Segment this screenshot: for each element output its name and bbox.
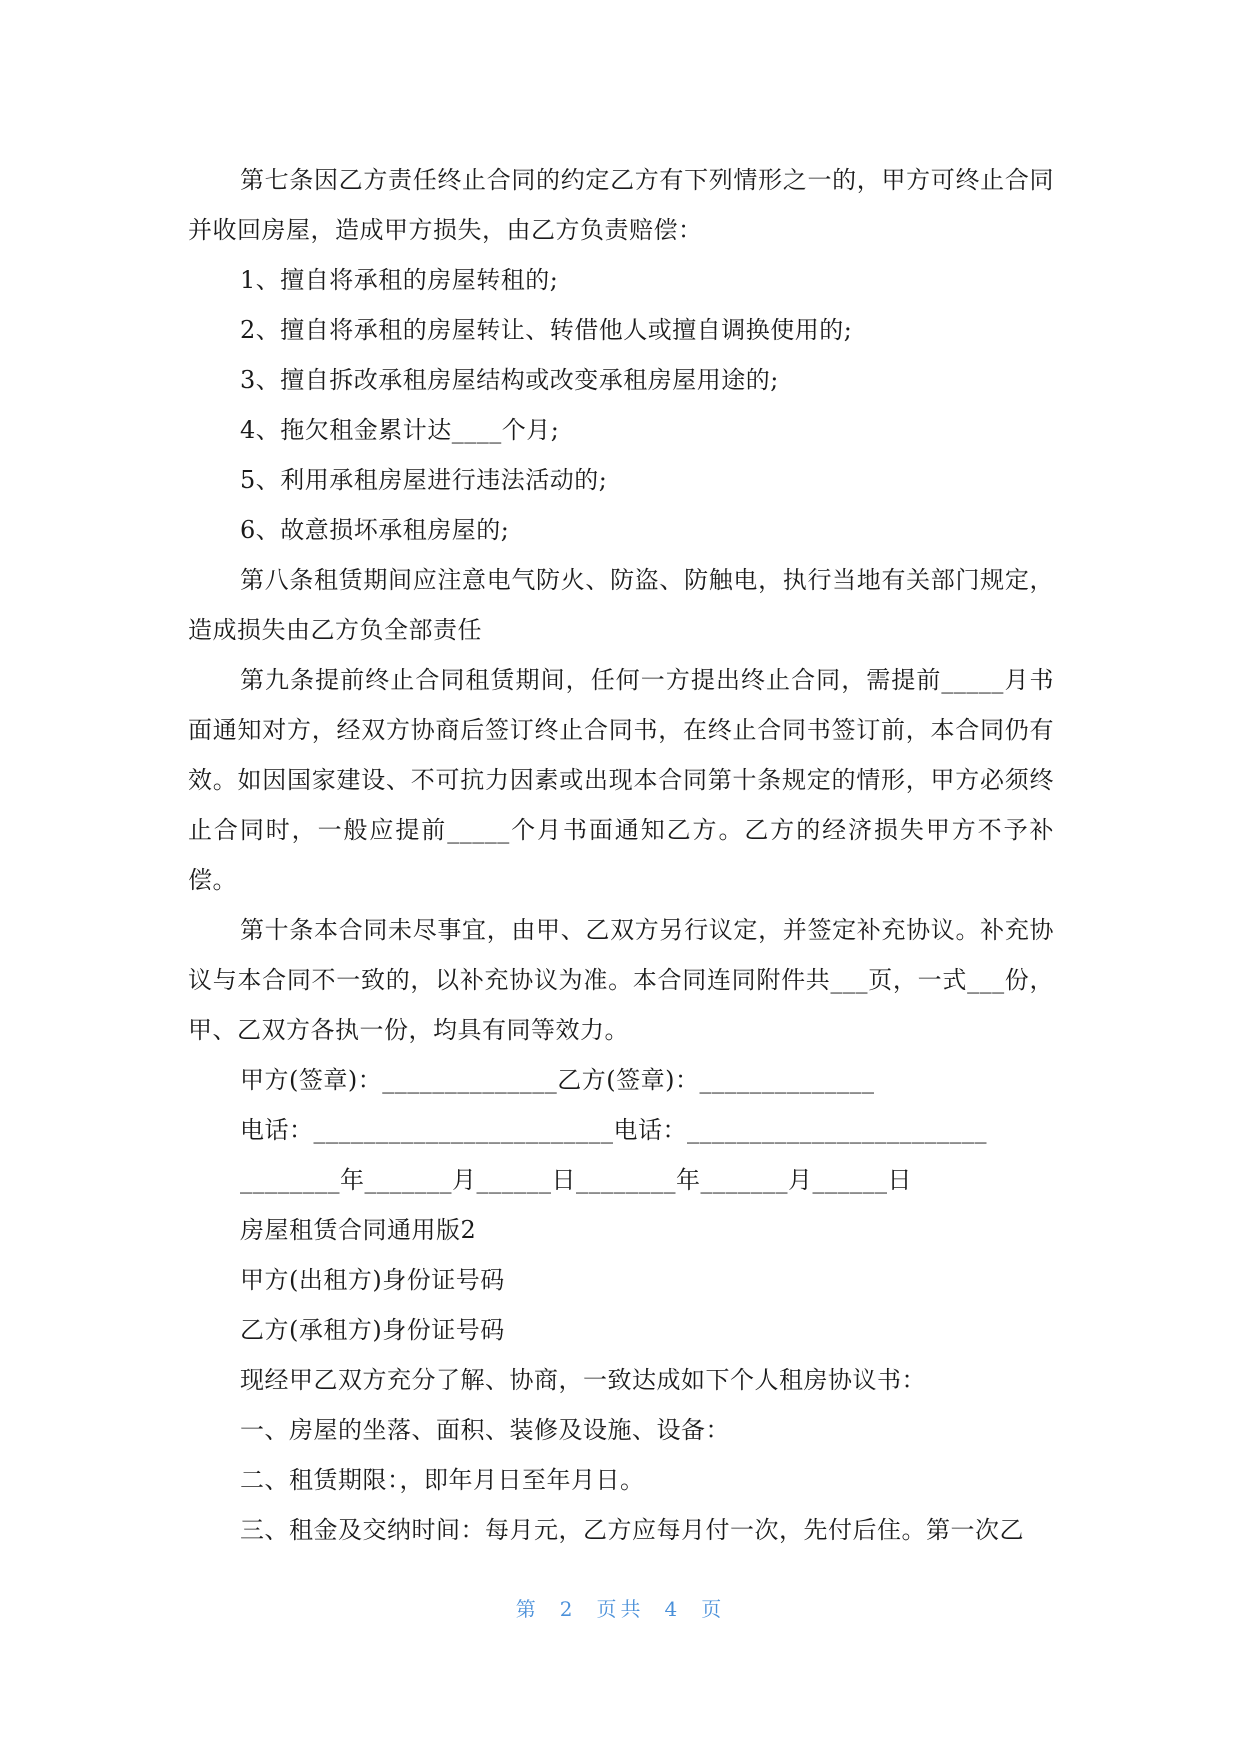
footer-total-pages: 4: [664, 1597, 682, 1621]
date-line: ________年_______月______日________年_______月______日: [240, 1166, 912, 1194]
clause-eight: 第八条租赁期间应注意电气防火、防盗、防触电，执行当地有关部门规定，造成损失由乙方负全部责任: [188, 566, 1054, 644]
clause-nine: 第九条提前终止合同租赁期间，任何一方提出终止合同，需提前_____月书面通知对方，经双方协商后签订终止合同书，在终止合同书签订前，本合同仍有效。如因国家建设、不可抗力因素或出现本合同第十条规定的情形，甲方必须终止合同时，一般应提前_____个月书面通知乙方。乙方的经济损失甲方不予补偿。: [188, 666, 1054, 894]
section-title: 房屋租赁合同通用版2: [240, 1216, 477, 1244]
phone-line: 电话：________________________电话：________________________: [240, 1116, 987, 1144]
party-a-id: 甲方(出租方)身份证号码: [240, 1266, 505, 1294]
footer-suffix: 页: [701, 1597, 726, 1621]
page-footer: [0, 1593, 1241, 1622]
list-item: 2、擅自将承租的房屋转让、转借他人或擅自调换使用的;: [240, 316, 853, 344]
list-item: 4、拖欠租金累计达____个月;: [240, 416, 560, 444]
clause-ten: 第十条本合同未尽事宜，由甲、乙双方另行议定，并签定补充协议。补充协议与本合同不一致的，以补充协议为准。本合同连同附件共___页，一式___份，甲、乙双方各执一份，均具有同等效力。: [188, 916, 1054, 1044]
list-item: 5、利用承租房屋进行违法活动的;: [240, 466, 608, 494]
list-item: 3、擅自拆改承租房屋结构或改变承租房屋用途的;: [240, 366, 779, 394]
list-item: 6、故意损坏承租房屋的;: [240, 516, 510, 544]
list-item: 1、擅自将承租的房屋转租的;: [240, 266, 559, 294]
item-one: 一、房屋的坐落、面积、装修及设施、设备：: [240, 1416, 730, 1444]
signature-line: 甲方(签章)：______________乙方(签章)：______________: [240, 1066, 875, 1094]
agreement-intro: 现经甲乙双方充分了解、协商，一致达成如下个人租房协议书：: [240, 1366, 926, 1394]
clause-seven: 第七条因乙方责任终止合同的约定乙方有下列情形之一的，甲方可终止合同并收回房屋，造成甲方损失，由乙方负责赔偿：: [188, 166, 1054, 244]
document-body: [188, 155, 1054, 1555]
footer-current-page: 2: [559, 1597, 577, 1621]
footer-prefix: 第: [515, 1597, 540, 1621]
footer-mid: 页共: [596, 1597, 645, 1621]
item-three: 三、租金及交纳时间：每月元，乙方应每月付一次，先付后住。第一次乙: [240, 1516, 1024, 1544]
party-b-id: 乙方(承租方)身份证号码: [240, 1316, 505, 1344]
item-two: 二、租赁期限：，即年月日至年月日。: [240, 1466, 645, 1494]
